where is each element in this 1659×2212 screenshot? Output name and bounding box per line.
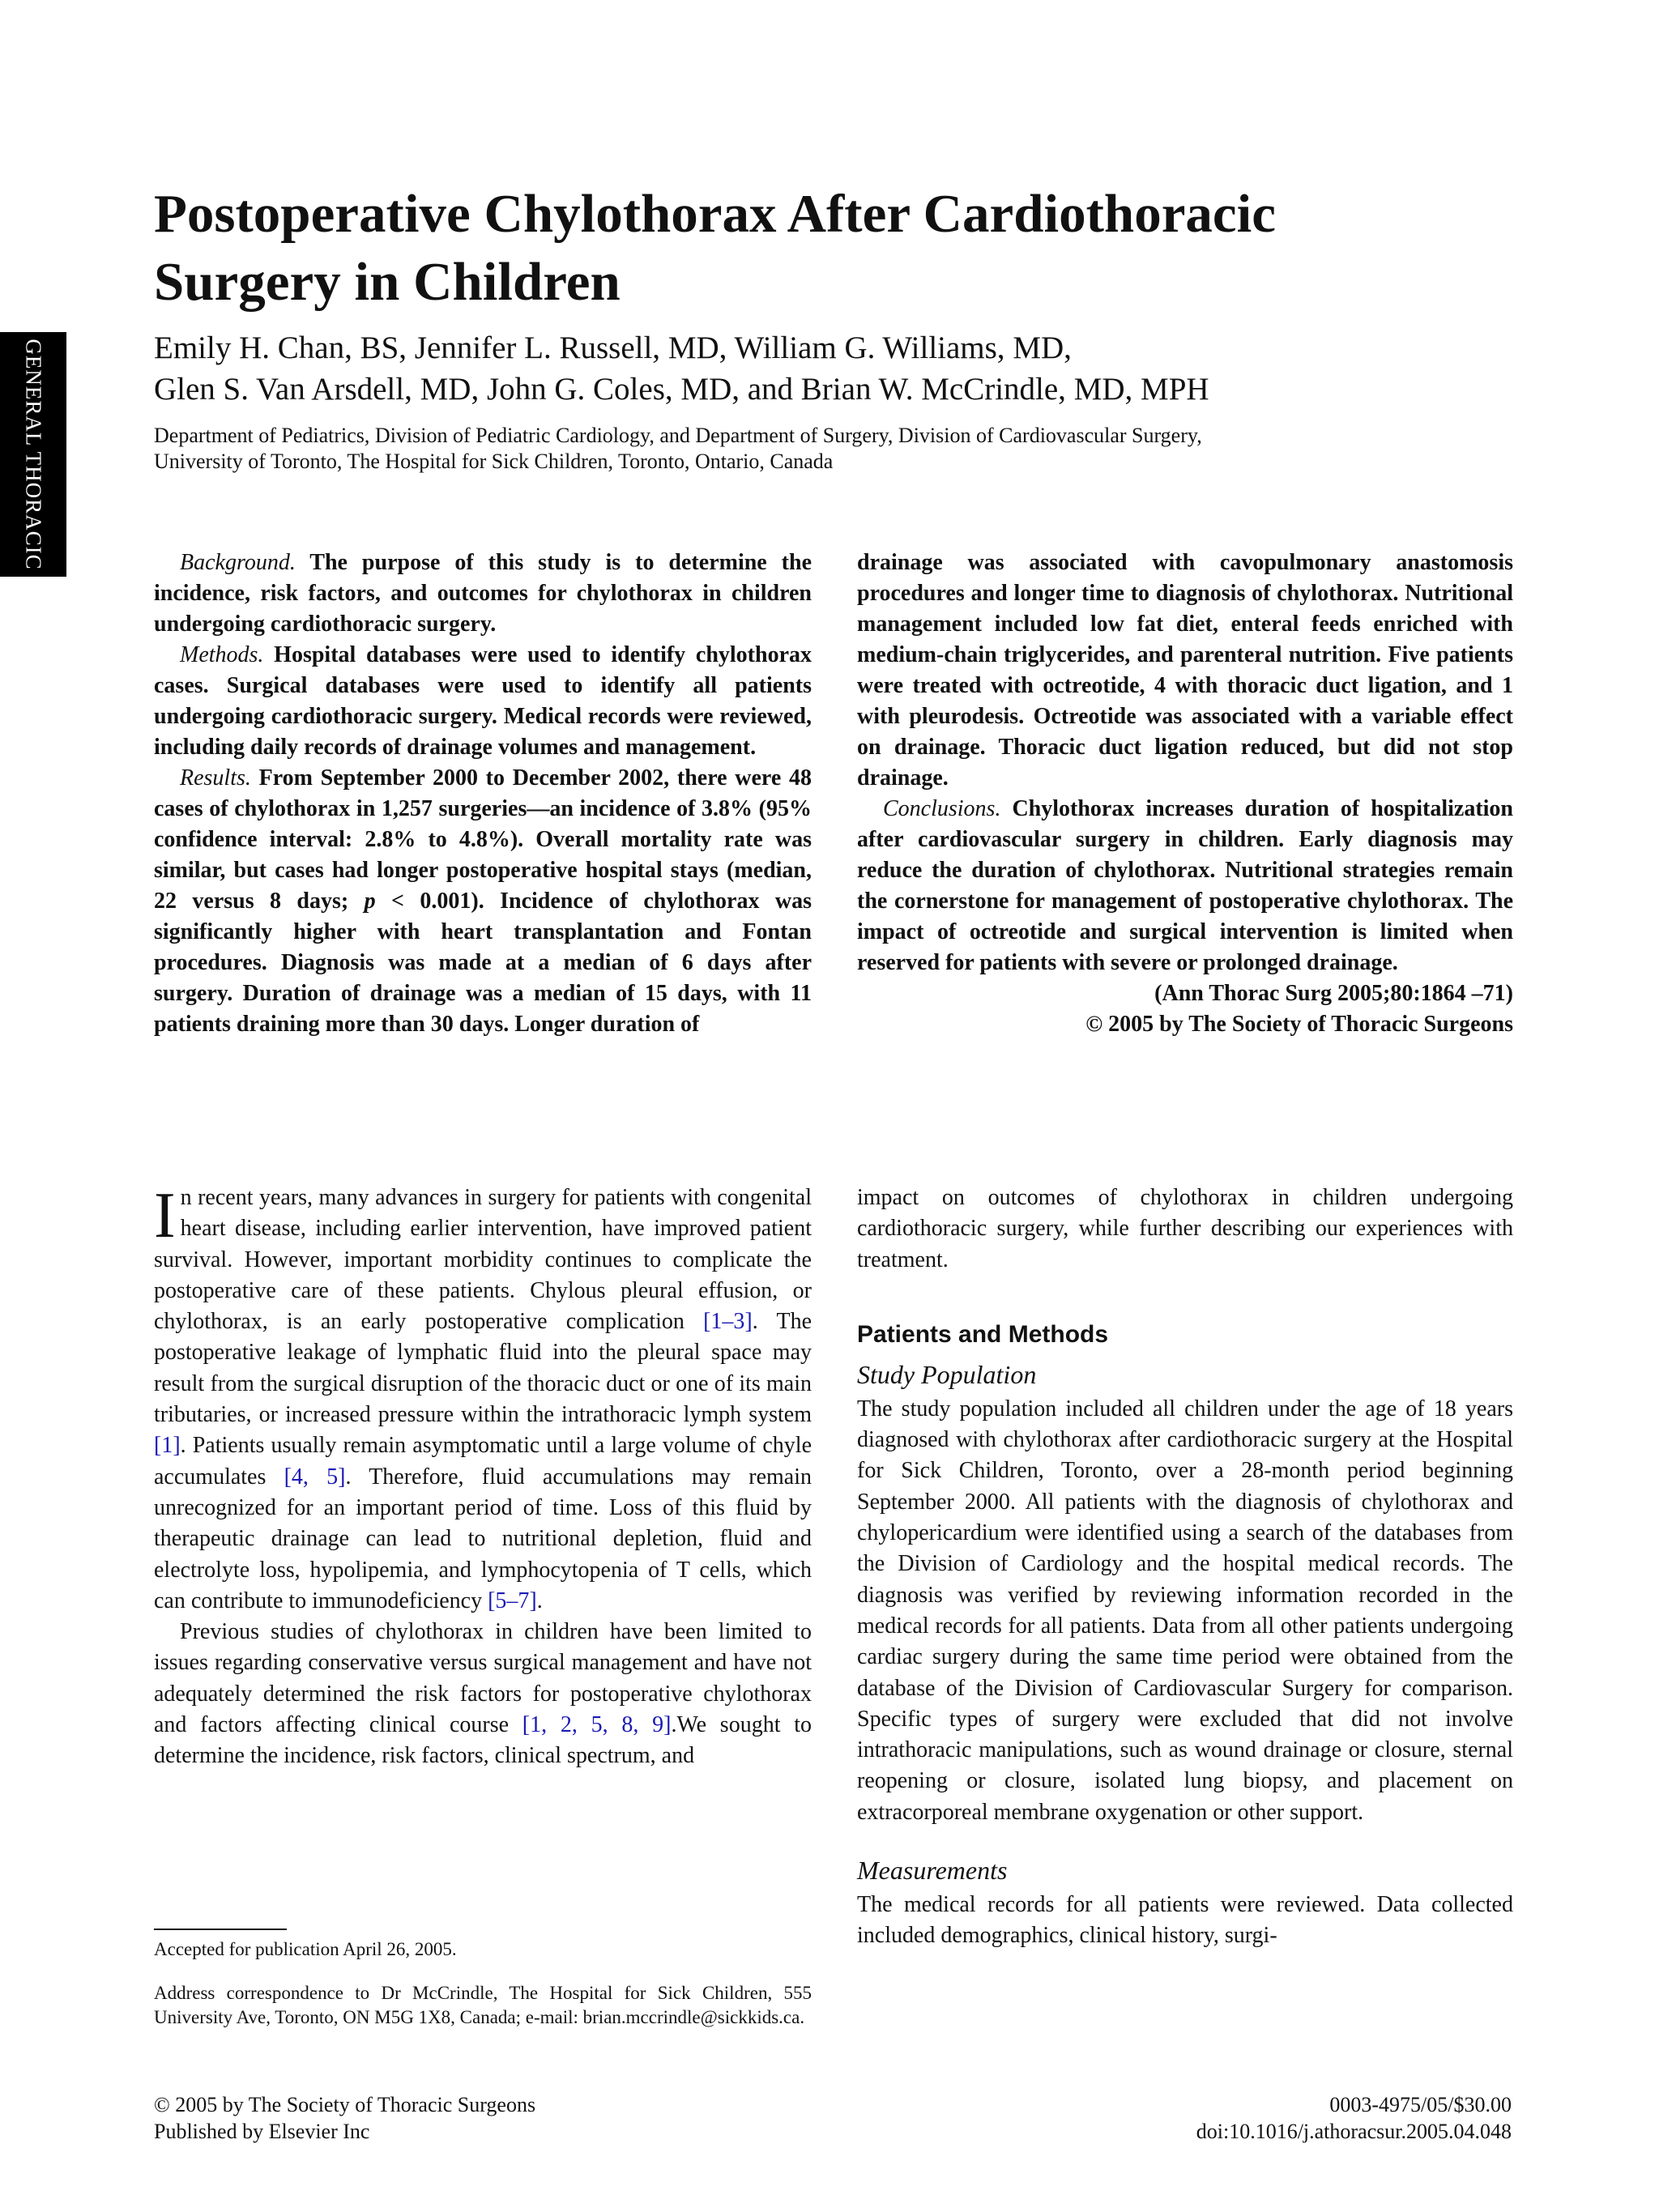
affiliation bbox=[154, 423, 1531, 475]
section-heading: Patients and Methods bbox=[857, 1320, 1109, 1348]
abstract-conclusions bbox=[857, 794, 1513, 978]
footer-doi: doi:10.1016/j.athoracsur.2005.04.048 bbox=[1196, 2120, 1512, 2143]
abstract-label: Results. bbox=[180, 765, 251, 791]
abstract-column-left bbox=[154, 548, 812, 1040]
footer-publisher bbox=[154, 2091, 535, 2145]
abstract-text: From September 2000 to December 2002, there were 48 cases of chylothorax in 1,257 surgeries—an incidence of 3.8% (95% confidence interval: 2.8% to 4.8%). Overall mortality rate was similar, but cases had longer postoperative hospital stays (median, 22 versus 8 days; bbox=[154, 765, 812, 914]
body-text: n recent years, many advances in surgery for patients with congenital heart disease, including earlier intervention, have improved patient survival. However, important morbidity continues to complicate the postoperative care of these patients. Chylous pleural effusion, or chylothorax, is an early postoperative complication bbox=[154, 1185, 812, 1335]
footer-issn-price: 0003-4975/05/$30.00 bbox=[1329, 2093, 1512, 2116]
author-degree: MD, MPH bbox=[1073, 372, 1209, 407]
author-degree: BS bbox=[360, 330, 399, 365]
author-degree: MD bbox=[667, 330, 719, 365]
section-side-tab bbox=[0, 332, 66, 577]
abstract-citation bbox=[857, 978, 1513, 1040]
p-value-symbol: p bbox=[364, 889, 376, 914]
intro-paragraph-1 bbox=[154, 1180, 812, 1617]
author-degree: MD bbox=[680, 372, 732, 407]
abstract-text: Chylothorax increases duration of hospitalization after cardiovascular surgery in children. Early diagnosis may reduce the duration of chylothorax. Nutritional strategies remain the cornerstone for management of postoperative chylothorax. The impact of octreotide and surgical intervention is limited when reserved for patients with severe or prolonged drainage. bbox=[857, 796, 1514, 975]
body-text: Previous studies of chylothorax in children have been limited to issues regarding conservative versus surgical management and have not adequately determined the risk factors for postoperative chylothorax and factors affecting clinical course bbox=[154, 1619, 812, 1738]
abstract-copyright: © 2005 by The Society of Thoracic Surgeons bbox=[1085, 1012, 1513, 1037]
subsection-heading: Study Population bbox=[857, 1359, 1037, 1389]
measurements-paragraph: The medical records for all patients were reviewed. Data collected included demographics, clinical history, surgi- bbox=[857, 1892, 1513, 1949]
author-degree: MD bbox=[1013, 330, 1064, 365]
abstract-results-continued: drainage was associated with cavopulmonary anastomosis procedures and longer time to diagnosis of chylothorax. Nutritional management included low fat diet, enteral feeds enriched with medium-chain triglycerides, and parenteral nutrition. Five patients were treated with octreotide, 4 with thoracic duct ligation, and 1 with pleurodesis. Octreotide was associated with a variable effect on drainage. Thoracic duct ligation reduced, but did not stop drainage. bbox=[857, 550, 1513, 791]
study-population-paragraph: The study population included all children under the age of 18 years diagnosed with chylothorax after cardiothoracic surgery at the Hospital for Sick Children, Toronto, over a 28-month period beginning September 2000. All patients with the diagnosis of chylothorax and chylopericardium were identified using a search of the databases from the Division of Cardiology and the hospital medical records. The diagnosis was verified by reviewing information recorded in the medical records for all patients. Data from all other patients undergoing cardiac surgery during the same time period were obtained from the database of the Division of Cardiovascular Surgery for comparison. Specific types of surgery were excluded that did not involve intrathoracic manipulations, such as wound drainage or closure, sternal reopening or closure, isolated lung biopsy, and placement on extracorporeal membrane oxygenation or other support. bbox=[857, 1396, 1513, 1825]
reference-link[interactable]: [1–3] bbox=[703, 1309, 753, 1335]
body-column-right bbox=[857, 1183, 1513, 1952]
body-text: . bbox=[536, 1588, 543, 1613]
body-text: . Therefore, fluid accumulations may remain unrecognized for an important period of time. Loss of this fluid by therapeutic drainage can lead to nutritional depletion, fluid and electrolyte loss, hypolipemia, and lymphocytopenia of T cells, which can contribute to immunodeficiency bbox=[154, 1464, 812, 1613]
abstract-text: Hospital databases were used to identify chylothorax cases. Surgical databases were used to identify all patients undergoing cardiothoracic surgery. Medical records were reviewed, including daily records of drainage volumes and management. bbox=[154, 642, 812, 760]
reference-link[interactable]: [1, 2, 5, 8, 9] bbox=[522, 1712, 672, 1738]
abstract-text: The purpose of this study is to determine the incidence, risk factors, and outcomes for chylothorax in children undergoing cardiothoracic surgery. bbox=[154, 550, 812, 637]
body-text: .We sought to determine the incidence, risk factors, clinical spectrum, and bbox=[154, 1712, 812, 1769]
footer-publisher-name: Published by Elsevier Inc bbox=[154, 2120, 370, 2143]
subsection-heading: Measurements bbox=[857, 1856, 1008, 1886]
abstract-column-right bbox=[857, 548, 1513, 1040]
article-title bbox=[154, 180, 1531, 316]
abstract-label: Conclusions. bbox=[883, 796, 1001, 821]
footnote-divider bbox=[154, 1929, 287, 1930]
reference-link[interactable]: [4, 5] bbox=[284, 1464, 346, 1490]
title-line-1: Postoperative Chylothorax After Cardiothoracic bbox=[154, 184, 1277, 244]
author-name: , Jennifer L. Russell, bbox=[399, 330, 661, 365]
reference-link[interactable]: [1] bbox=[154, 1433, 181, 1459]
author-list bbox=[154, 327, 1531, 410]
author-name: , and Brian W. McCrindle, bbox=[731, 372, 1066, 407]
author-line-1 bbox=[154, 327, 1531, 369]
author-line-2 bbox=[154, 369, 1531, 410]
author-name: Emily H. Chan, bbox=[154, 330, 352, 365]
author-name: , William G. Williams, bbox=[719, 330, 1005, 365]
abstract-background bbox=[154, 548, 812, 640]
intro-paragraph-2 bbox=[154, 1617, 812, 1771]
affiliation-line-2: University of Toronto, The Hospital for Sick Children, Toronto, Ontario, Canada bbox=[154, 450, 834, 473]
correspondence-note: Address correspondence to Dr McCrindle, The Hospital for Sick Children, 555 University Ave, Toronto, ON M5G 1X8, Canada; e-mail: brian.mccrindle@sickkids.ca. bbox=[154, 1983, 812, 2027]
footer-identifiers bbox=[1196, 2091, 1512, 2145]
side-tab-label: GENERAL THORACIC bbox=[21, 339, 46, 570]
journal-citation: (Ann Thorac Surg 2005;80:1864 –71) bbox=[1154, 981, 1513, 1006]
title-line-2: Surgery in Children bbox=[154, 252, 621, 312]
body-text: . Patients usually remain asymptomatic until a large volume of chyle accumulates bbox=[154, 1433, 812, 1490]
acceptance-note: Accepted for publication April 26, 2005. bbox=[154, 1939, 457, 1959]
abstract-label: Background. bbox=[180, 550, 296, 575]
author-separator: , bbox=[1064, 330, 1072, 365]
body-column-left bbox=[154, 1180, 812, 1772]
author-degree: MD bbox=[420, 372, 471, 407]
author-name: , John G. Coles, bbox=[471, 372, 673, 407]
abstract-results bbox=[154, 763, 812, 1040]
abstract-text: < 0.001). Incidence of chylothorax was significantly higher with heart transplantation and Fontan procedures. Diagnosis was made at a median of 6 days after surgery. Duration of drainage was a median of 15 days, with 11 patients draining more than 30 days. Longer duration of bbox=[154, 889, 812, 1037]
affiliation-line-1: Department of Pediatrics, Division of Pediatric Cardiology, and Department of Surgery, Division of Cardiovascular Surgery, bbox=[154, 424, 1202, 447]
author-name: Glen S. Van Arsdell, bbox=[154, 372, 412, 407]
body-text: . The postoperative leakage of lymphatic fluid into the pleural space may result from the surgical disruption of the thoracic duct or one of its main tributaries, or increased pressure within the intrathoracic lymph system bbox=[154, 1309, 812, 1428]
drop-cap: I bbox=[154, 1180, 176, 1251]
intro-continued: impact on outcomes of chylothorax in children undergoing cardiothoracic surgery, while further describing our experiences with treatment. bbox=[857, 1185, 1513, 1272]
reference-link[interactable]: [5–7] bbox=[488, 1588, 537, 1613]
footer-copyright: © 2005 by The Society of Thoracic Surgeons bbox=[154, 2093, 536, 2116]
abstract-methods bbox=[154, 640, 812, 763]
footnotes bbox=[154, 1937, 812, 2030]
abstract-label: Methods. bbox=[180, 642, 264, 667]
